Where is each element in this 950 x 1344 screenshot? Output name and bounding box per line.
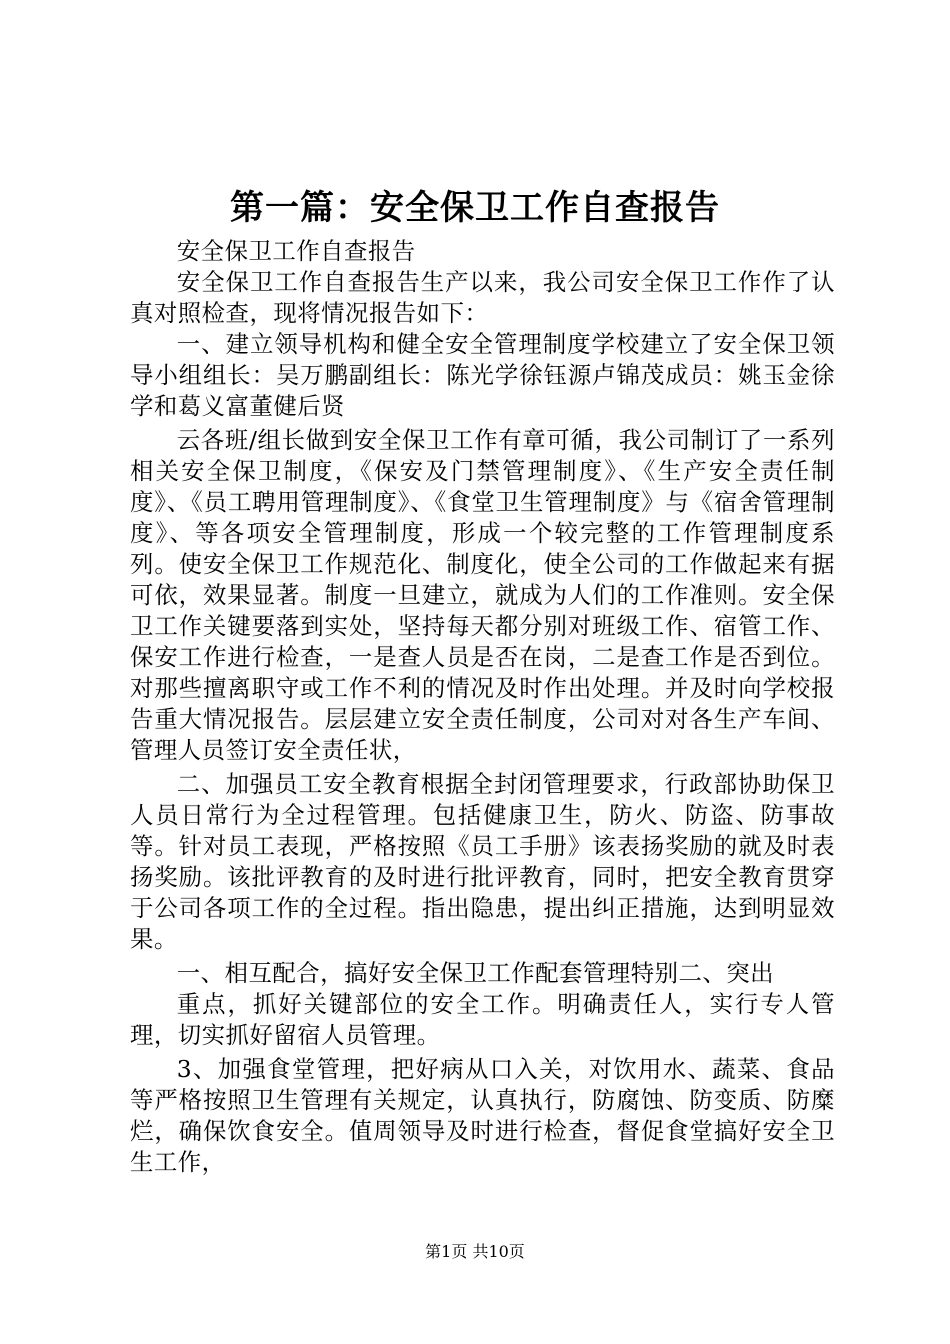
paragraph-cooperation: 一、相互配合，搞好安全保卫工作配套管理特别二、突出 (176, 959, 775, 987)
page-footer: 第1页 共10页 (425, 1242, 525, 1261)
paragraph-canteen: 3、加强食堂管理，把好病从口入关，对饮用水、蔬菜、食品等严格按照卫生管理有关规定，认真执行，防腐蚀、防变质、防糜烂，确保饮食安全。值周领导及时进行检查，督促食堂搞好安全卫生工作， (130, 1055, 835, 1176)
paragraph-intro: 安全保卫工作自查报告生产以来，我公司安全保卫工作作了认真对照检查，现将情况报告如下： (130, 268, 835, 327)
document-title: 第一篇：安全保卫工作自查报告 (230, 188, 720, 228)
paragraph-subtitle: 安全保卫工作自查报告 (176, 237, 416, 265)
paragraph-key-areas: 重点，抓好关键部位的安全工作。明确责任人，实行专人管理，切实抓好留宿人员管理。 (130, 990, 835, 1049)
paragraph-regulations: 云各班/组长做到安全保卫工作有章可循，我公司制订了一系列相关安全保卫制度，《保安及门禁管理制度》、《生产安全责任制度》、《员工聘用管理制度》、《食堂卫生管理制度》与《宿舍管理制度》、等各项安全管理制度，形成一个较完整的工作管理制度系列。使安全保卫工作规范化、制度化，使全公司的工作做起来有据可依，效果显著。制度一旦建立，就成为人们的工作准则。安全保卫工作关键要落到实处，坚持每天都分别对班级工作、宿管工作、保安工作进行检查，一是查人员是否在岗，二是查工作是否到位。对那些擅离职守或工作不利的情况及时作出处理。并及时向学校报告重大情况报告。层层建立安全责任制度，公司对对各生产车间、管理人员签订安全责任状， (130, 426, 835, 764)
document-body (130, 236, 835, 1178)
paragraph-section-2: 二、加强员工安全教育根据全封闭管理要求，行政部协助保卫人员日常行为全过程管理。包括健康卫生，防火、防盗、防事故等。针对员工表现，严格按照《员工手册》该表扬奖励的就及时表扬奖励。该批评教育的及时进行批评教育，同时，把安全教育贯穿于公司各项工作的全过程。指出隐患，提出纠正措施，达到明显效果。 (130, 770, 835, 953)
paragraph-section-1: 一、建立领导机构和健全安全管理制度学校建立了安全保卫领导小组组长：吴万鹏副组长：陈光学徐钰源卢锦茂成员：姚玉金徐学和葛义富董健后贤 (130, 330, 835, 420)
